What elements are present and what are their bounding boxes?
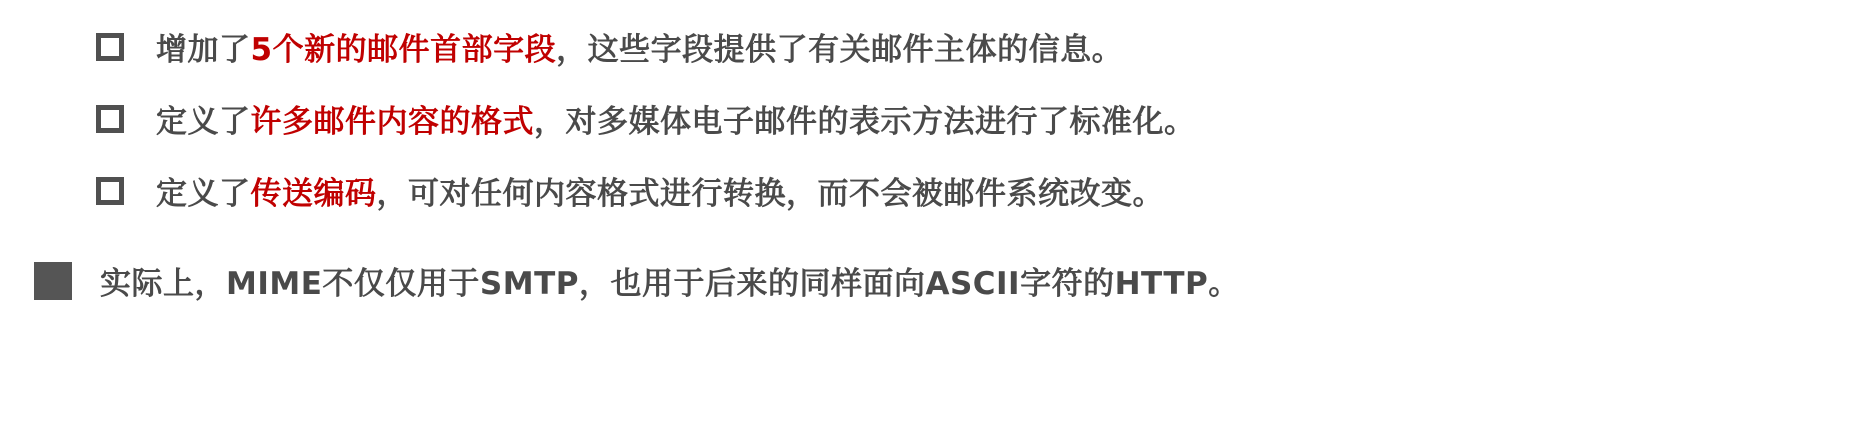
hollow-square-bullet-icon [96, 105, 124, 133]
item-text-prefix: 定义了 [156, 104, 251, 140]
item-text-suffix: ，这些字段提供了有关邮件主体的信息。 [556, 32, 1124, 68]
hollow-square-bullet-icon [96, 177, 124, 205]
item-text-suffix: ，对多媒体电子邮件的表示方法进行了标准化。 [534, 104, 1196, 140]
item-text-highlight: 5个新的邮件首部字段 [250, 32, 557, 68]
sub-bullet-item [96, 168, 1164, 213]
item-text-prefix: 增加了 [156, 32, 251, 68]
item-text-prefix: 定义了 [156, 176, 251, 212]
main-point-text: 实际上，MIME不仅仅用于SMTP，也用于后来的同样面向ASCII字符的HTTP。 [100, 266, 1240, 302]
item-text-suffix: ，可对任何内容格式进行转换，而不会被邮件系统改变。 [376, 176, 1164, 212]
item-text-highlight: 传送编码 [250, 176, 377, 212]
filled-square-bullet-icon [34, 262, 72, 300]
hollow-square-bullet-icon [96, 33, 124, 61]
main-bullet-item [34, 258, 1240, 303]
item-text-highlight: 许多邮件内容的格式 [250, 104, 534, 140]
sub-bullet-item [96, 24, 1123, 69]
sub-bullet-item [96, 96, 1196, 141]
